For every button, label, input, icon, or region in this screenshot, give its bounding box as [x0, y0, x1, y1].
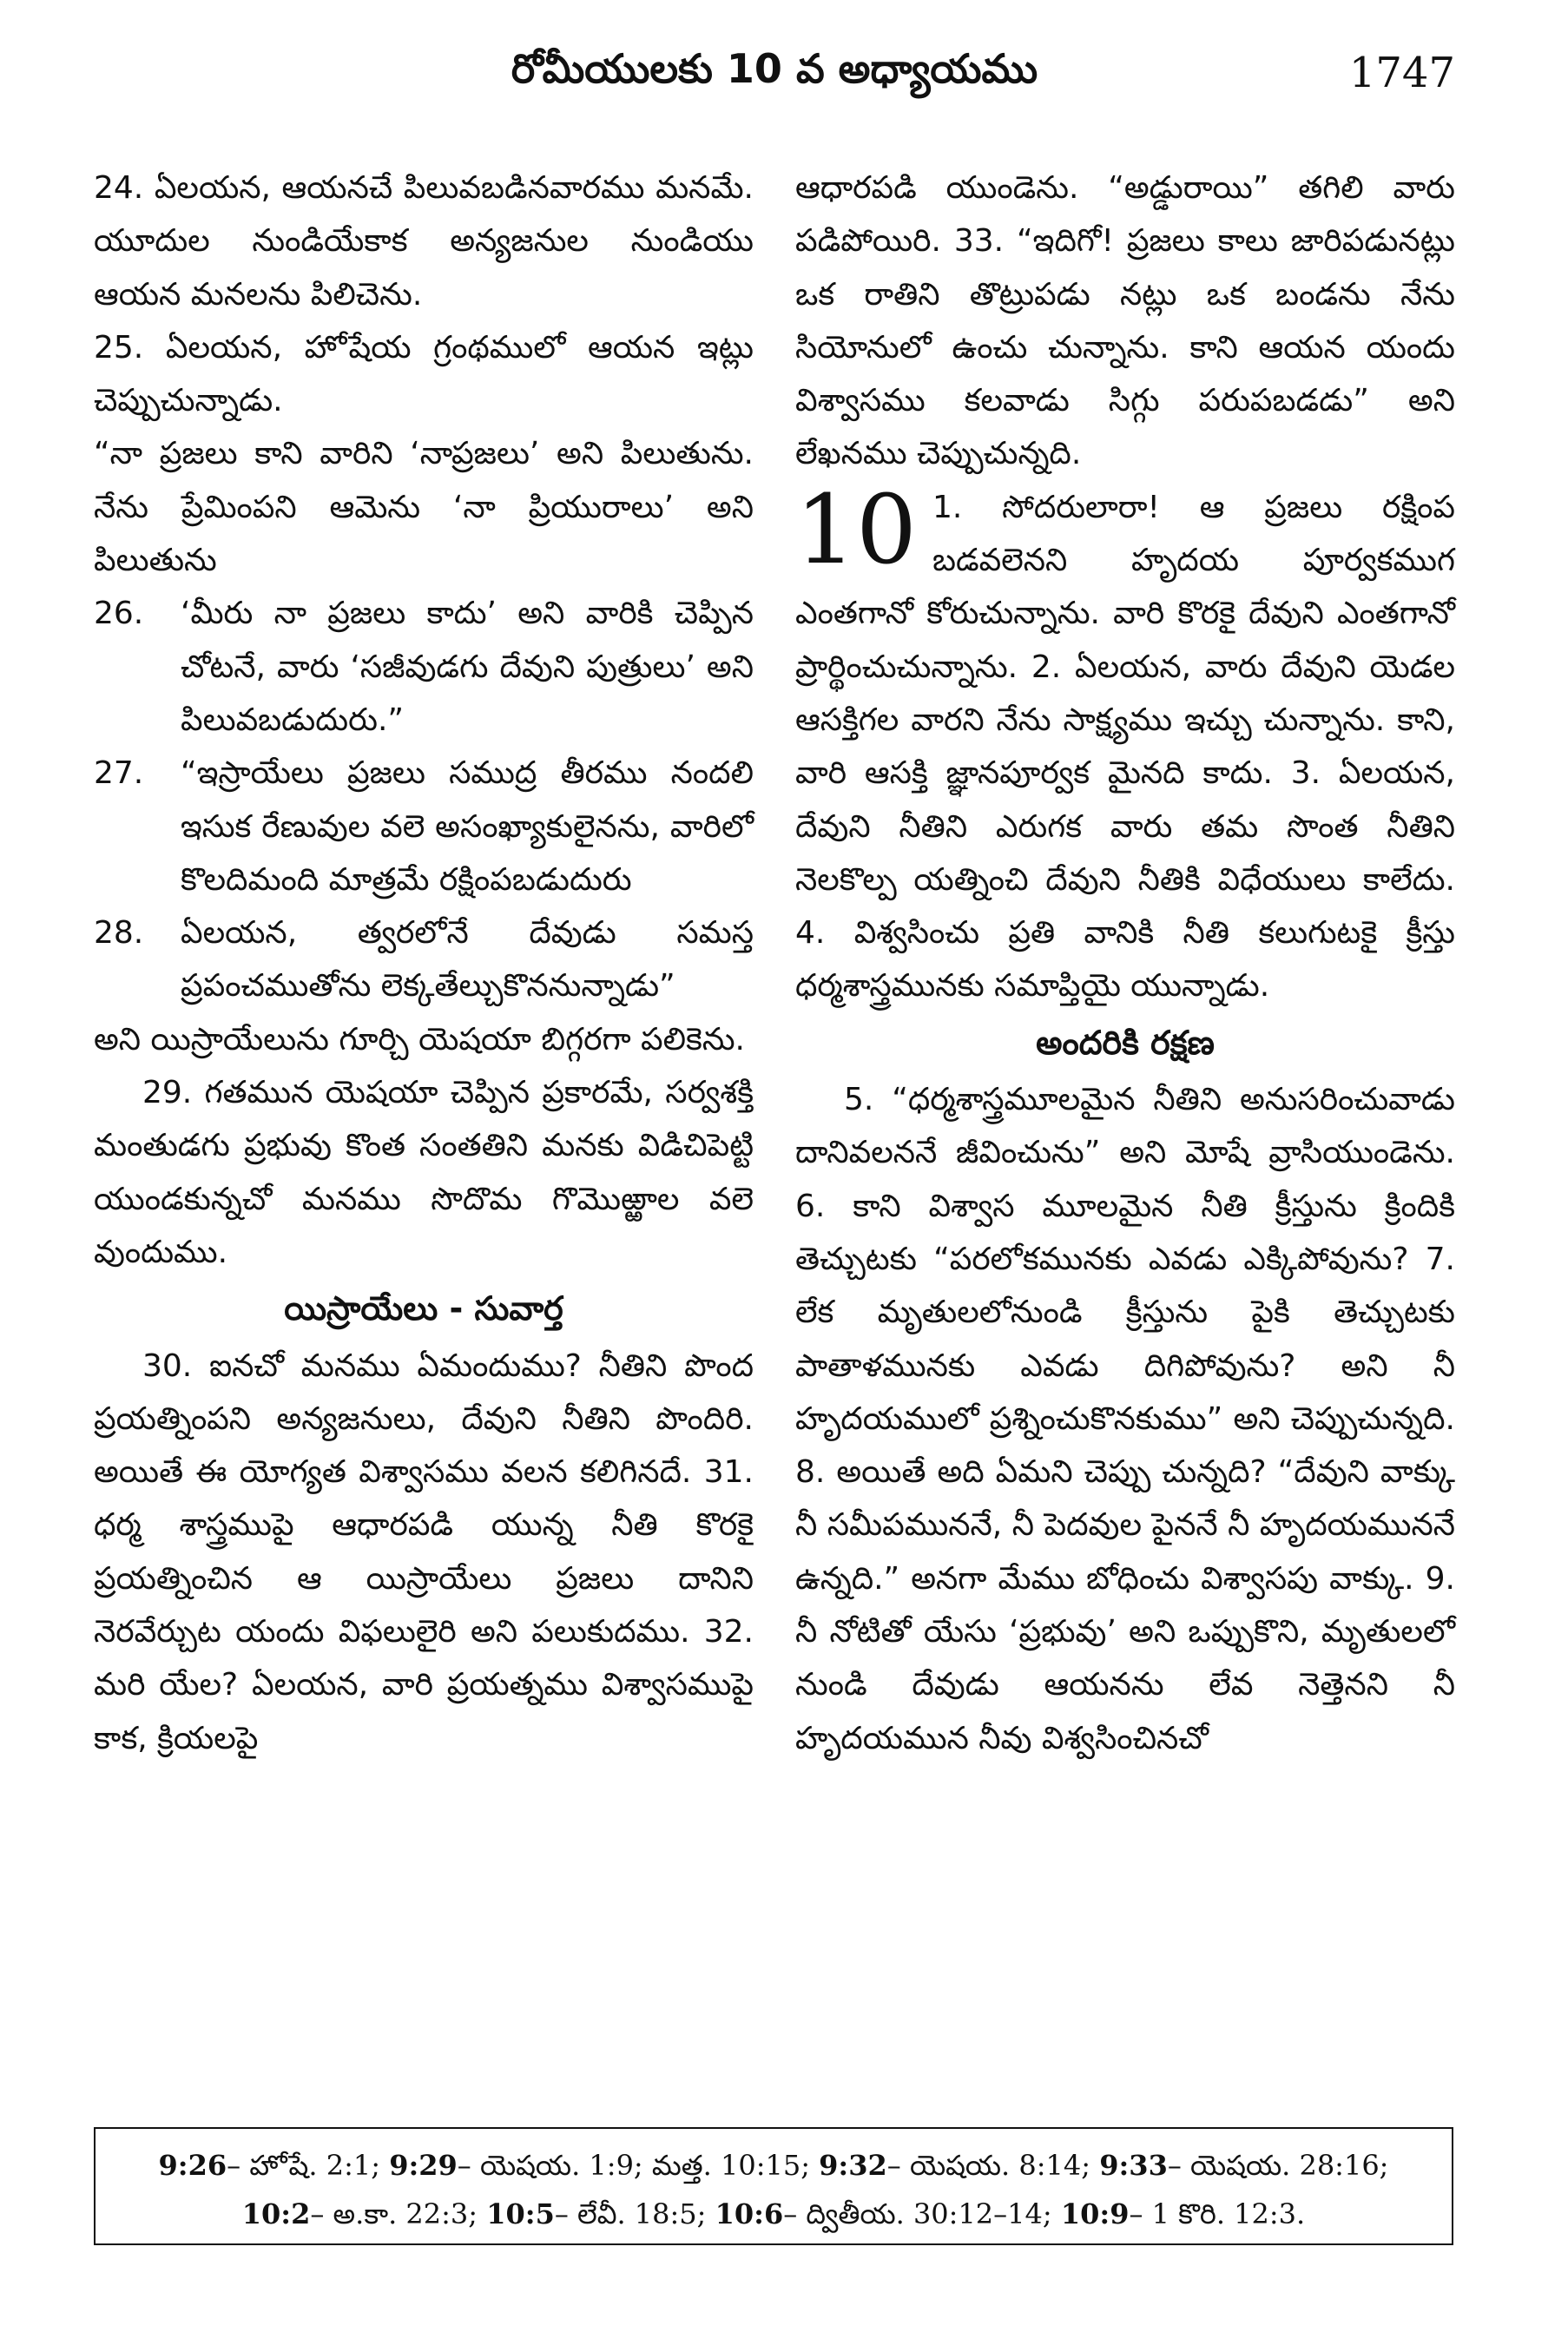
quote-verse-28 — [94, 906, 754, 1013]
ref-label: 10:5 — [486, 2197, 555, 2230]
page-number: 1747 — [1348, 49, 1455, 97]
quote-text: “ఇస్రాయేలు ప్రజలు సముద్ర తీరము నందలి ఇసుక రేణువుల వలె అసంఖ్యాకులైనను, వారిలో కొలదిమంది మాత్రమే రక్షింపబడుదురు — [181, 755, 754, 898]
verse-number: 27. — [94, 755, 144, 792]
ref-label: 9:32 — [819, 2149, 887, 2182]
chapter-title: రోమీయులకు 10 వ అధ్యాయము — [511, 45, 1038, 92]
quote-verse-26 — [94, 587, 754, 747]
ref-label: 10:9 — [1060, 2197, 1130, 2230]
ref-text: – యెషయ. 28:16; — [1167, 2149, 1389, 2182]
quote-text: ‘మీరు నా ప్రజలు కాదు’ అని వారికి చెప్పిన చోటనే, వారు ‘సజీవుడగు దేవుని పుత్రులు’ అని పిలువబడుదురు.” — [181, 596, 754, 738]
section-heading: యిస్రాయేలు - సువార్త — [284, 1289, 563, 1328]
ref-text: – లేవీ. 18:5; — [554, 2197, 715, 2230]
verses-1-4: 1. సోదరులారా! ఆ ప్రజలు రక్షింప బడవలెనని హృదయ పూర్వకముగ ఎంతగానో కోరుచున్నాను. వారి కొరకై దేవుని ఎంతగానో ప్రార్థించుచున్నాను. 2. ఏలయన, వారు దేవుని యెడల ఆసక్తిగల వారని నేను సాక్ష్యము ఇచ్చు చున్నాను. కాని, వారి ఆసక్తి జ్ఞానపూర్వక మైనది కాదు. 3. ఏలయన, దేవుని నీతిని ఎరుగక వారు తమ సొంత నీతిని నెలకొల్ప యత్నించి దేవుని నీతికి విధేయులు కాలేదు. 4. విశ్వసించు ప్రతి వానికి నీతి కలుగుటకై క్రీస్తు ధర్మశాస్త్రమునకు సమాప్తియై యున్నాడు. — [795, 489, 1455, 1005]
ref-text: – యెషయ. 8:14; — [886, 2149, 1100, 2182]
section-heading: అందరికి రక్షణ — [1036, 1023, 1215, 1062]
quote-text: ఏలయన, త్వరలోనే దేవుడు సమస్త ప్రపంచముతోను లెక్కతేల్చుకొననున్నాడు” — [181, 915, 754, 1005]
ref-label: 10:2 — [241, 2197, 311, 2230]
ref-text: – ద్వితీయ. 30:12–14; — [783, 2197, 1061, 2230]
chapter-opening — [795, 473, 1455, 1013]
verse-29: 29. గతమున యెషయా చెప్పిన ప్రకారమే, సర్వశక్తి మంతుడగు ప్రభువు కొంత సంతతిని మనకు విడిచిపెట్టి యుండకున్నచో మనము సొదొమ గొమొఱ్ఱాల వలె వుందుము. — [94, 1075, 754, 1270]
ref-text: – 1 కొరి. 12:3. — [1129, 2197, 1306, 2230]
chapter-number: 10 — [795, 473, 917, 585]
verse-25: 25. ఏలయన, హోషేయ గ్రంథములో ఆయన ఇట్లు చెప్పుచున్నాడు. — [94, 329, 754, 419]
verse-number: 26. — [94, 596, 144, 632]
cross-reference-box — [94, 2127, 1453, 2245]
verses-30-32: 30. ఐనచో మనము ఏమందుము? నీతిని పొంద ప్రయత్నింపని అన్యజనులు, దేవుని నీతిని పొందిరి. అయితే ఈ యోగ్యత విశ్వాసము వలన కలిగినదే. 31. ధర్మ శాస్త్రముపై ఆధారపడి యున్న నీతి కొరకై ప్రయత్నించిన ఆ యిస్రాయేలు ప్రజలు దానిని నెరవేర్చుట యందు విఫలులైరి అని పలుకుదము. 32. మరి యేల? ఏలయన, వారి ప్రయత్నము విశ్వాసముపై కాక, క్రియలపై — [94, 1347, 754, 1756]
ref-text: – యెషయ. 1:9; మత్త. 10:15; — [457, 2149, 820, 2182]
ref-label: 9:33 — [1099, 2149, 1168, 2182]
quote-verse-27 — [94, 747, 754, 906]
verses-5-9: 5. “ధర్మశాస్త్రమూలమైన నీతిని అనుసరించువాడు దానివలననే జీవించును” అని మోషే వ్రాసియుండెను. 6. కాని విశ్వాస మూలమైన నీతి క్రీస్తును క్రిందికి తెచ్చుటకు “పరలోకమునకు ఎవడు ఎక్కిపోవును? 7. లేక మృతులలోనుండి క్రీస్తును పైకి తెచ్చుటకు పాతాళమునకు ఎవడు దిగిపోవును? అని నీ హృదయములో ప్రశ్నించుకొనకుము” అని చెప్పుచున్నది. 8. అయితే అది ఏమని చెప్పు చున్నది? “దేవుని వాక్కు నీ సమీపముననే, నీ పెదవుల పైననే నీ హృదయముననే ఉన్నది.” అనగా మేము బోధించు విశ్వాసపు వాక్కు. 9. నీ నోటితో యేసు ‘ప్రభువు’ అని ఒప్పుకొని, మృతులలో నుండి దేవుడు ఆయనను లేవ నెత్తెనని నీ హృదయమున నీవు విశ్వసించినచో — [795, 1082, 1455, 1756]
ref-text: – హోషే. 2:1; — [227, 2149, 390, 2182]
ref-label: 10:6 — [715, 2197, 784, 2230]
verse-24: 24. ఏలయన, ఆయనచే పిలువబడినవారము మనమే. యూదుల నుండియేకాక అన్యజనుల నుండియు ఆయన మనలను పిలిచెను. — [94, 170, 754, 313]
verses-32-33: ఆధారపడి యుండెను. “అడ్డురాయి” తగిలి వారు పడిపోయిరి. 33. “ఇదిగో! ప్రజలు కాలు జారిపడునట్లు ఒక రాతిని తొట్రుపడు నట్లు ఒక బండను నేను సియోనులో ఉంచు చున్నాను. కాని ఆయన యందు విశ్వాసము కలవాడు సిగ్గు పరుపబడడు” అని లేఖనము చెప్పుచున్నది. — [795, 170, 1455, 472]
verse-number: 28. — [94, 915, 144, 952]
paragraph-after-quote: అని యిస్రాయేలును గూర్చి యెషయా బిగ్గరగా పలికెను. — [94, 1021, 745, 1057]
page-header — [94, 45, 1455, 115]
right-column — [795, 161, 1455, 1765]
ref-label: 9:29 — [389, 2149, 458, 2182]
quote-block-1: “నా ప్రజలు కాని వారిని ‘నాప్రజలు’ అని పిలుతును. నేను ప్రేమింపని ఆమెను ‘నా ప్రియురాలు’ అని పిలుతును — [94, 436, 754, 579]
ref-text: – అ.కా. 22:3; — [310, 2197, 487, 2230]
left-column — [94, 161, 754, 1765]
ref-label: 9:26 — [158, 2149, 227, 2182]
